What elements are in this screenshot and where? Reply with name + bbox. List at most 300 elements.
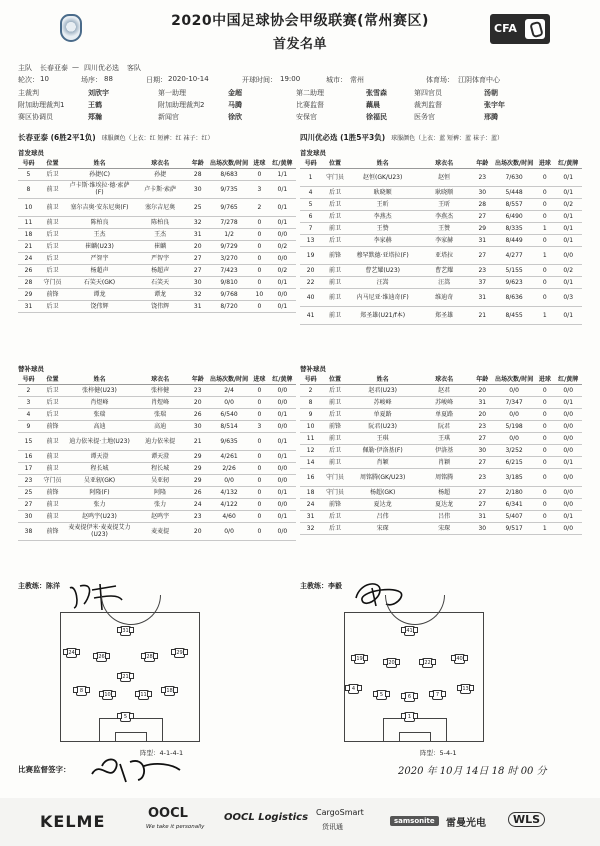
player-row — [300, 384, 582, 396]
player-row — [18, 252, 296, 264]
column-header: 出场次数/时间 — [208, 158, 250, 168]
player-cell: 2 — [18, 384, 39, 396]
player-cell: 苏峻峰 — [417, 396, 472, 408]
player-cell: 陈柏良 — [133, 216, 187, 228]
player-cell: 8/455 — [493, 306, 535, 324]
player-cell: 23 — [187, 384, 208, 396]
player-cell: 18 — [18, 228, 39, 240]
player-row — [300, 408, 582, 420]
player-cell: 前卫 — [39, 498, 66, 510]
player-cell: 6/341 — [493, 498, 535, 510]
player-cell: 后卫 — [39, 252, 66, 264]
player-cell: 37 — [472, 276, 493, 288]
player-cell: 麦麦提伊米·麦麦提艾力(U23) — [66, 522, 133, 540]
player-cell: 8/335 — [493, 222, 535, 234]
player-cell: 张力 — [133, 498, 187, 510]
player-cell: 9/729 — [208, 240, 250, 252]
player-cell: 7/423 — [208, 264, 250, 276]
player-cell: 30 — [187, 276, 208, 288]
player-cell: 8/557 — [493, 198, 535, 210]
official-label: 主裁判 — [18, 89, 39, 97]
player-cell: 前锋 — [39, 420, 66, 432]
player-cell: 赵君 — [417, 384, 472, 396]
player-cell: 0 — [535, 168, 554, 186]
player-cell: 张瑞 — [66, 408, 133, 420]
player-cell: 27 — [472, 246, 493, 264]
player-cell: 吕伟 — [417, 510, 472, 522]
official-name: 徐欣 — [228, 113, 242, 121]
player-cell: 后卫 — [321, 198, 349, 210]
player-cell: 12 — [300, 444, 321, 456]
player-cell: 0/0 — [554, 486, 582, 498]
player-cell: 5/407 — [493, 510, 535, 522]
player-cell: 0 — [535, 432, 554, 444]
player-cell: 李燕杰 — [417, 210, 472, 222]
player-cell: 20 — [187, 522, 208, 540]
player-cell: 20 — [187, 240, 208, 252]
player-cell: 高迪 — [133, 420, 187, 432]
player-cell: 23 — [472, 168, 493, 186]
player-cell: 32 — [300, 522, 321, 534]
player-cell: 后卫 — [39, 228, 66, 240]
away-kit-colors: 球服颜色（上衣：蓝 短裤：蓝 袜子：蓝） — [391, 135, 503, 142]
header — [0, 0, 600, 60]
column-header: 出场次数/时间 — [493, 374, 535, 384]
player-cell: 0/0 — [554, 522, 582, 534]
player-cell: 耿晓顺 — [417, 186, 472, 198]
player-cell: 3 — [250, 180, 269, 198]
player-cell: 9/517 — [493, 522, 535, 534]
player-row — [18, 498, 296, 510]
player-cell: 0 — [250, 510, 269, 522]
player-cell: 夏达龙 — [349, 498, 417, 510]
official-label: 新闻官 — [158, 113, 179, 121]
player-cell: 0/0 — [269, 462, 296, 474]
player-cell: 6 — [300, 210, 321, 222]
player-cell: 0/0 — [554, 468, 582, 486]
player-cell: 0 — [535, 396, 554, 408]
player-cell: 4/277 — [493, 246, 535, 264]
table-header-row — [18, 374, 296, 384]
player-cell: 0/0 — [269, 252, 296, 264]
player-cell: 6/490 — [493, 210, 535, 222]
column-header: 号码 — [300, 158, 321, 168]
player-cell: 31 — [18, 300, 39, 312]
player-cell: 0/0 — [493, 384, 535, 396]
player-cell: 守门员 — [321, 468, 349, 486]
player-cell: 杨超 — [417, 486, 472, 498]
column-header: 进球 — [535, 158, 554, 168]
player-row — [300, 444, 582, 456]
player-cell: 8/720 — [208, 300, 250, 312]
player-cell: 9/623 — [493, 276, 535, 288]
player-shirt-icon: 13 — [460, 684, 471, 694]
official-name: 张宇年 — [484, 101, 505, 109]
player-cell: 0/0 — [554, 432, 582, 444]
player-cell: 吕伟 — [349, 510, 417, 522]
player-cell: 7/347 — [493, 396, 535, 408]
away-starters-table — [300, 158, 582, 325]
column-header: 位置 — [321, 158, 349, 168]
sponsor-bar — [0, 798, 600, 846]
player-cell: 31 — [300, 510, 321, 522]
column-header: 位置 — [321, 374, 349, 384]
pitch-centre-circle — [101, 595, 161, 625]
player-cell: 0/1 — [269, 408, 296, 420]
player-cell: 28 — [472, 198, 493, 210]
player-row — [18, 384, 296, 396]
player-cell: 0 — [250, 228, 269, 240]
player-cell: 27 — [472, 498, 493, 510]
player-cell: 31 — [187, 228, 208, 240]
player-cell: 肖颖 — [417, 456, 472, 468]
player-cell: 30 — [472, 444, 493, 456]
player-cell: 0/2 — [554, 264, 582, 276]
official-name: 藕晨 — [366, 101, 380, 109]
player-cell: 前锋 — [39, 486, 66, 498]
column-header: 姓名 — [349, 374, 417, 384]
player-row — [18, 408, 296, 420]
player-cell: 0 — [535, 210, 554, 222]
player-cell: 27 — [187, 252, 208, 264]
column-header: 出场次数/时间 — [493, 158, 535, 168]
player-cell: 0 — [535, 420, 554, 432]
player-cell: 后卫 — [321, 408, 349, 420]
player-cell: 13 — [300, 234, 321, 246]
player-row — [300, 222, 582, 234]
player-cell: 后卫 — [39, 168, 66, 180]
player-cell: 塞尔吉奥·安东尼奥(F) — [66, 198, 133, 216]
player-row — [18, 300, 296, 312]
player-cell: 后卫 — [321, 210, 349, 222]
player-row — [300, 486, 582, 498]
player-cell: 前卫 — [39, 450, 66, 462]
away-starters-label: 首发球员 — [300, 149, 326, 157]
player-cell: 肖煜峰 — [66, 396, 133, 408]
official-name: 郑瀚 — [88, 113, 102, 121]
player-cell: 王琪 — [349, 432, 417, 444]
player-cell: 单夏路 — [349, 408, 417, 420]
official-label: 裁判监督 — [414, 101, 442, 109]
player-row — [18, 486, 296, 498]
sponsor-oocl: OOCL — [148, 806, 188, 821]
player-cell: 30 — [187, 420, 208, 432]
date-value: 2020-10-14 — [168, 75, 209, 83]
player-cell: 9/635 — [208, 432, 250, 450]
player-cell: 吴亚轫 — [133, 474, 187, 486]
player-cell: 4/60 — [208, 510, 250, 522]
player-cell: 0 — [535, 498, 554, 510]
player-cell: 9 — [300, 408, 321, 420]
player-cell: 2/4 — [208, 384, 250, 396]
player-cell: 程长城 — [66, 462, 133, 474]
player-cell: 赵恒 — [417, 168, 472, 186]
player-cell: 0/1 — [554, 396, 582, 408]
player-cell: 周铭腾(GK/U23) — [349, 468, 417, 486]
player-cell: 8 — [300, 396, 321, 408]
player-cell: 前卫 — [321, 456, 349, 468]
player-row — [18, 462, 296, 474]
player-cell: 25 — [187, 198, 208, 216]
away-subs-label: 替补球员 — [300, 365, 326, 373]
player-cell: 赵君(U23) — [349, 384, 417, 396]
column-header: 进球 — [535, 374, 554, 384]
player-cell: 0/2 — [269, 264, 296, 276]
player-row — [18, 474, 296, 486]
player-cell: 0 — [535, 276, 554, 288]
player-cell: 0 — [535, 288, 554, 306]
player-cell: 麦麦提 — [133, 522, 187, 540]
city-value: 常州 — [350, 76, 364, 84]
player-cell: 26 — [18, 264, 39, 276]
player-cell: 18 — [300, 486, 321, 498]
player-cell: 32 — [187, 288, 208, 300]
player-cell: 穆罕默德·亚塔拉(F) — [349, 246, 417, 264]
player-cell: 张梓健 — [133, 384, 187, 396]
player-shirt-icon: 5 — [120, 712, 131, 722]
player-cell: 0 — [250, 498, 269, 510]
player-cell: 王赞 — [349, 222, 417, 234]
player-cell: 38 — [18, 522, 39, 540]
player-cell: 耿晓顺 — [349, 186, 417, 198]
cfa-logo: CFA — [490, 14, 550, 44]
column-header: 红/黄牌 — [554, 158, 582, 168]
player-row — [18, 240, 296, 252]
sponsor-oocl-logistics: OOCL Logistics — [224, 812, 309, 823]
player-cell: 塞尔吉尼奥 — [133, 198, 187, 216]
player-cell: 0/0 — [208, 474, 250, 486]
player-cell: 卢卡斯·维埃拉·德·索萨(F) — [66, 180, 133, 198]
player-row — [18, 510, 296, 522]
player-cell: 赵恒(GK/U23) — [349, 168, 417, 186]
player-cell: 31 — [187, 300, 208, 312]
player-cell: 前卫 — [39, 510, 66, 522]
column-header: 号码 — [18, 374, 39, 384]
player-cell: 0/0 — [554, 420, 582, 432]
player-cell: 41 — [300, 306, 321, 324]
player-cell: 高迪 — [66, 420, 133, 432]
player-cell: 6/215 — [493, 456, 535, 468]
player-cell: 前卫 — [321, 264, 349, 276]
player-cell: 0 — [535, 186, 554, 198]
player-cell: 前卫 — [321, 222, 349, 234]
player-cell: 0/1 — [269, 198, 296, 216]
player-shirt-icon: 29 — [174, 648, 185, 658]
player-cell: 8/683 — [208, 168, 250, 180]
player-cell: 后卫 — [321, 522, 349, 534]
player-cell: 0/1 — [269, 180, 296, 198]
player-cell: 0/0 — [269, 522, 296, 540]
player-row — [300, 186, 582, 198]
player-cell: 0 — [250, 300, 269, 312]
pitch-centre-circle — [385, 595, 445, 625]
player-cell: 0 — [535, 384, 554, 396]
player-cell: 7 — [300, 222, 321, 234]
home-formation: 阵型：4-1-4-1 — [140, 749, 184, 757]
table-header-row — [300, 374, 582, 384]
player-cell: 31 — [472, 510, 493, 522]
player-cell: 谭龙 — [133, 288, 187, 300]
player-cell: 4/122 — [208, 498, 250, 510]
player-cell: 27 — [472, 456, 493, 468]
player-cell: 0 — [535, 468, 554, 486]
player-cell: 0 — [535, 264, 554, 276]
player-cell: 9/735 — [208, 180, 250, 198]
player-cell: 0/1 — [554, 234, 582, 246]
player-shirt-icon: 22 — [422, 658, 433, 668]
player-cell: 前卫 — [321, 396, 349, 408]
column-header: 红/黄牌 — [269, 374, 296, 384]
column-header: 姓名 — [349, 158, 417, 168]
player-cell: 前卫 — [321, 288, 349, 306]
player-cell: 27 — [472, 210, 493, 222]
player-cell: 0/0 — [269, 396, 296, 408]
player-cell: 后卫 — [39, 396, 66, 408]
official-name: 汤朝 — [484, 89, 498, 97]
player-cell: 0/0 — [269, 228, 296, 240]
player-cell: 0 — [535, 486, 554, 498]
player-cell: 0/2 — [269, 240, 296, 252]
player-shirt-icon: 20 — [386, 658, 397, 668]
player-cell: 5/198 — [493, 420, 535, 432]
official-label: 第二助理 — [296, 89, 324, 97]
player-cell: 6/540 — [208, 408, 250, 420]
player-row — [300, 510, 582, 522]
player-cell: 2 — [300, 384, 321, 396]
match-no-label: 场序： — [81, 76, 102, 84]
player-cell: 1/1 — [269, 168, 296, 180]
supervisor-signature-label: 比赛监督签字： — [18, 765, 71, 774]
column-header: 球衣名 — [417, 374, 472, 384]
sponsor-oocl-tagline: We take it personally — [146, 824, 205, 830]
player-cell: 0/1 — [269, 432, 296, 450]
column-header: 进球 — [250, 158, 269, 168]
player-row — [18, 396, 296, 408]
player-row — [300, 198, 582, 210]
official-label: 第四官员 — [414, 89, 442, 97]
player-cell: 20 — [472, 408, 493, 420]
player-cell: 0 — [535, 510, 554, 522]
player-cell: 严智宇 — [66, 252, 133, 264]
player-cell: 9/810 — [208, 276, 250, 288]
player-row — [300, 456, 582, 468]
player-shirt-icon: 11 — [138, 690, 149, 700]
player-cell: 0/0 — [554, 384, 582, 396]
away-team: 四川优必选 — [84, 64, 119, 72]
column-header: 出场次数/时间 — [208, 374, 250, 384]
player-cell: 曹艺耀(U23) — [349, 264, 417, 276]
player-cell: 5/155 — [493, 264, 535, 276]
player-cell: 张瑞 — [133, 408, 187, 420]
kickoff-value: 19:00 — [280, 75, 301, 83]
player-cell: 23 — [472, 468, 493, 486]
player-cell: 17 — [18, 462, 39, 474]
player-cell: 后卫 — [39, 384, 66, 396]
player-cell: 20 — [187, 396, 208, 408]
player-cell: 孙捷 — [133, 168, 187, 180]
player-cell: 赵鸣宇(U23) — [66, 510, 133, 522]
column-header: 位置 — [39, 158, 66, 168]
player-cell: 2/26 — [208, 462, 250, 474]
player-row — [300, 306, 582, 324]
player-cell: 0 — [250, 216, 269, 228]
player-shirt-icon: 10 — [102, 690, 113, 700]
player-cell: 32 — [187, 216, 208, 228]
player-cell: 前锋 — [321, 498, 349, 510]
home-subs-table — [18, 374, 296, 541]
player-cell: 0 — [535, 444, 554, 456]
player-cell: 王琪 — [417, 432, 472, 444]
player-row — [18, 216, 296, 228]
player-cell: 20 — [472, 384, 493, 396]
player-shirt-icon: 41 — [404, 626, 415, 636]
player-cell: 宋琛 — [417, 522, 472, 534]
sponsor-lehman: 雷曼光电 — [446, 818, 486, 829]
player-cell: 27 — [472, 432, 493, 444]
player-cell: 28 — [187, 168, 208, 180]
player-row — [18, 276, 296, 288]
player-cell: 0 — [250, 450, 269, 462]
player-cell: 0/0 — [269, 498, 296, 510]
stadium-value: 江阴体育中心 — [458, 76, 500, 84]
player-cell: 23 — [18, 474, 39, 486]
player-cell: 前卫 — [39, 462, 66, 474]
player-cell: 0/1 — [554, 210, 582, 222]
away-coach: 主教练：李毅 — [300, 582, 342, 590]
player-cell: 30 — [187, 180, 208, 198]
player-cell: 23 — [472, 264, 493, 276]
player-cell: 25 — [18, 486, 39, 498]
player-cell: 王昕 — [417, 198, 472, 210]
column-header: 号码 — [300, 374, 321, 384]
player-row — [300, 468, 582, 486]
player-cell: 16 — [18, 450, 39, 462]
player-row — [300, 288, 582, 306]
player-cell: 21 — [187, 432, 208, 450]
player-cell: 后卫 — [321, 384, 349, 396]
official-label: 附加助理裁判2 — [158, 101, 205, 109]
player-cell: 24 — [300, 498, 321, 510]
player-cell: 0 — [250, 168, 269, 180]
player-cell: 夏达龙 — [417, 498, 472, 510]
column-header: 球衣名 — [133, 158, 187, 168]
player-cell: 21 — [18, 240, 39, 252]
player-row — [300, 264, 582, 276]
column-header: 红/黄牌 — [269, 158, 296, 168]
player-cell: 0/0 — [554, 444, 582, 456]
player-row — [300, 498, 582, 510]
player-cell: 阿隆(F) — [66, 486, 133, 498]
player-cell: 0/0 — [554, 246, 582, 264]
player-cell: 守门员 — [321, 168, 349, 186]
player-cell: 7/278 — [208, 216, 250, 228]
away-formation-pitch — [344, 612, 484, 742]
player-cell: 3 — [18, 396, 39, 408]
player-cell: 佩勒·伊洛基(F) — [349, 444, 417, 456]
player-cell: 4/132 — [208, 486, 250, 498]
city-label: 城市： — [326, 76, 347, 84]
official-label: 安保官 — [296, 113, 317, 121]
away-subs-table — [300, 374, 582, 535]
player-row — [18, 264, 296, 276]
player-cell: 23 — [472, 420, 493, 432]
player-cell: 9 — [18, 420, 39, 432]
official-name: 张雪森 — [366, 89, 387, 97]
player-cell: 0 — [535, 198, 554, 210]
player-cell: 0/0 — [269, 420, 296, 432]
player-cell: 23 — [187, 510, 208, 522]
official-name: 马腾 — [228, 101, 242, 109]
